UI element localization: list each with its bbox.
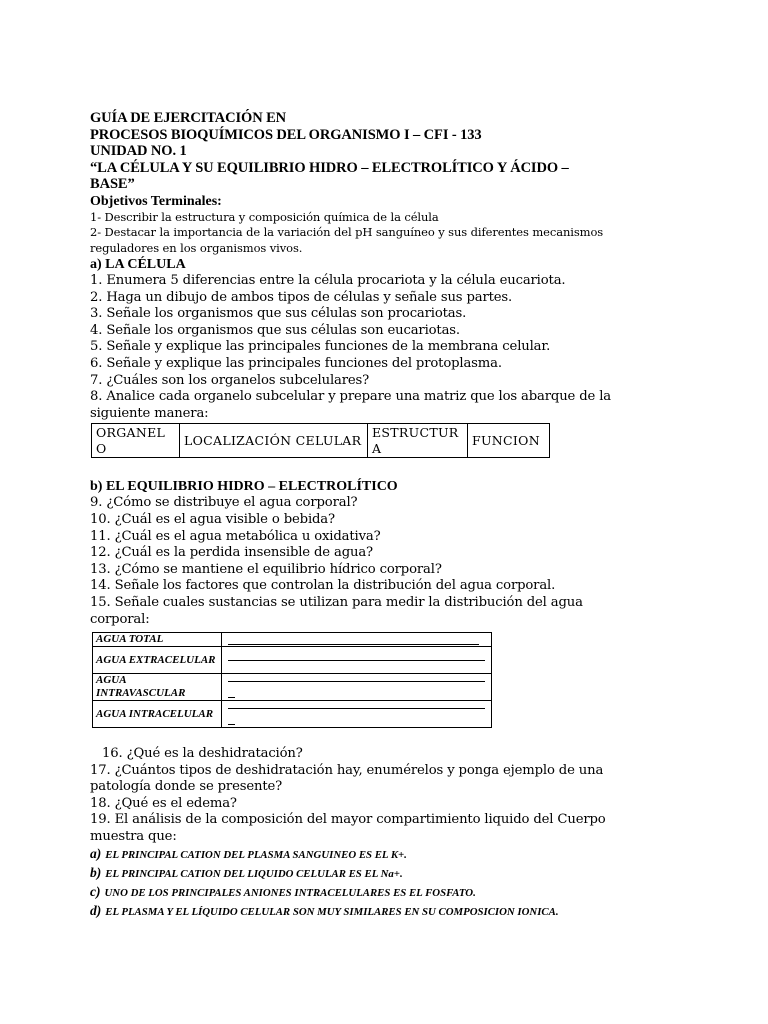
question-18: 18. ¿Qué es el edema? — [90, 795, 237, 811]
answer-line — [228, 660, 485, 661]
question-13: 13. ¿Cómo se mantiene el equilibrio hídrico corporal? — [90, 561, 442, 577]
option-text: EL PRINCIPAL CATION DEL LIQUIDO CELULAR ES EL Na+. — [105, 867, 403, 880]
answer-blank — [222, 633, 492, 647]
table-row — [93, 647, 492, 674]
answer-blank — [222, 674, 492, 701]
option-text: EL PLASMA Y EL LÍQUIDO CELULAR SON MUY SIMILARES EN SU COMPOSICION IONICA. — [105, 905, 559, 918]
question-14: 14. Señale los factores que controlan la distribución del agua corporal. — [90, 578, 556, 594]
answer-line — [228, 697, 235, 698]
option-c — [90, 885, 630, 900]
question-19: 19. El análisis de la composición del mayor compartimiento liquido del Cuerpo muestra que: — [90, 812, 606, 845]
question-5: 5. Señale y explique las principales funciones de la membrana celular. — [90, 339, 551, 355]
document-content — [90, 110, 630, 923]
question-7: 7. ¿Cuáles son los organelos subcelulares? — [90, 372, 370, 388]
option-text: UNO DE LOS PRINCIPALES ANIONES INTRACELULARES ES EL FOSFATO. — [104, 886, 476, 899]
answer-line — [228, 724, 235, 725]
water-label-extracelular: AGUA EXTRACELULAR — [93, 647, 222, 674]
question-8: 8. Analice cada organelo subcelular y prepare una matriz que los abarque de la siguiente manera: — [90, 389, 612, 421]
answer-blank — [222, 701, 492, 728]
water-label-intravascular: AGUA INTRAVASCULAR — [93, 674, 222, 701]
matrix-header-localizacion: LOCALIZACIÓN CELULAR — [180, 424, 368, 458]
answer-line — [228, 644, 479, 645]
question-11: 11. ¿Cuál es el agua metabólica u oxidativa? — [90, 528, 381, 544]
table-row — [93, 633, 492, 647]
answer-line — [228, 681, 485, 682]
question-1: 1. Enumera 5 diferencias entre la célula procariota y la célula eucariota. — [90, 273, 566, 288]
question-6: 6. Señale y explique las principales funciones del protoplasma. — [90, 355, 502, 371]
matrix-header-organelo: ORGANEL O — [92, 424, 180, 458]
answer-line — [228, 708, 485, 709]
option-letter: b) — [90, 864, 102, 880]
option-text: EL PRINCIPAL CATION DEL PLASMA SANGUINEO ES EL K+. — [105, 848, 407, 861]
header-line-3: UNIDAD NO. 1 — [90, 143, 187, 159]
question-17: 17. ¿Cuántos tipos de deshidratación hay, enumérelos y ponga ejemplo de una patología donde se presente? — [90, 762, 604, 795]
header-line-1: GUÍA DE EJERCITACIÓN EN — [90, 110, 287, 126]
question-4: 4. Señale los organismos que sus células son eucariotas. — [90, 322, 460, 338]
organelle-matrix-table — [91, 423, 550, 458]
objective-2: 2- Destacar la importancia de la variación del pH sanguíneo y sus diferentes mecanismos reguladores en los organismos vivos. — [90, 225, 604, 255]
answer-blank — [222, 647, 492, 674]
answer-options — [90, 847, 630, 919]
table-row — [93, 701, 492, 728]
question-3: 3. Señale los organismos que sus células son procariotas. — [90, 306, 467, 322]
option-a — [90, 847, 630, 862]
question-2: 2. Haga un dibujo de ambos tipos de células y señale sus partes. — [90, 289, 513, 305]
section-b-title: b) EL EQUILIBRIO HIDRO – ELECTROLÍTICO — [90, 479, 398, 495]
water-label-total: AGUA TOTAL — [93, 633, 222, 647]
matrix-header-funcion: FUNCION — [468, 424, 550, 458]
table-row — [92, 424, 550, 458]
header-line-4: “LA CÉLULA Y SU EQUILIBRIO HIDRO – ELECTROLÍTICO Y ÁCIDO – — [90, 159, 569, 176]
question-12: 12. ¿Cuál es la perdida insensible de agua? — [90, 545, 373, 561]
question-16: 16. ¿Qué es la deshidratación? — [102, 746, 303, 762]
option-letter: c) — [90, 883, 101, 899]
option-letter: d) — [90, 902, 102, 918]
option-letter: a) — [90, 845, 102, 861]
option-b — [90, 866, 630, 881]
document-header — [90, 110, 630, 193]
table-row — [93, 674, 492, 701]
objectives-title: Objetivos Terminales: — [90, 193, 222, 209]
water-label-intracelular: AGUA INTRACELULAR — [93, 701, 222, 728]
objective-1: 1- Describir la estructura y composición química de la célula — [90, 209, 439, 224]
question-9: 9. ¿Cómo se distribuye el agua corporal? — [90, 495, 358, 511]
matrix-header-estructura: ESTRUCTUR A — [368, 424, 468, 458]
header-line-5: BASE” — [90, 176, 135, 192]
water-measurement-table — [92, 632, 492, 728]
question-10: 10. ¿Cuál es el agua visible o bebida? — [90, 511, 335, 527]
question-15: 15. Señale cuales sustancias se utilizan para medir la distribución del agua corporal: — [90, 594, 583, 627]
section-a-title: a) LA CÉLULA — [90, 257, 186, 272]
option-d — [90, 904, 630, 919]
header-line-2: PROCESOS BIOQUÍMICOS DEL ORGANISMO I – CFI - 133 — [90, 126, 482, 143]
